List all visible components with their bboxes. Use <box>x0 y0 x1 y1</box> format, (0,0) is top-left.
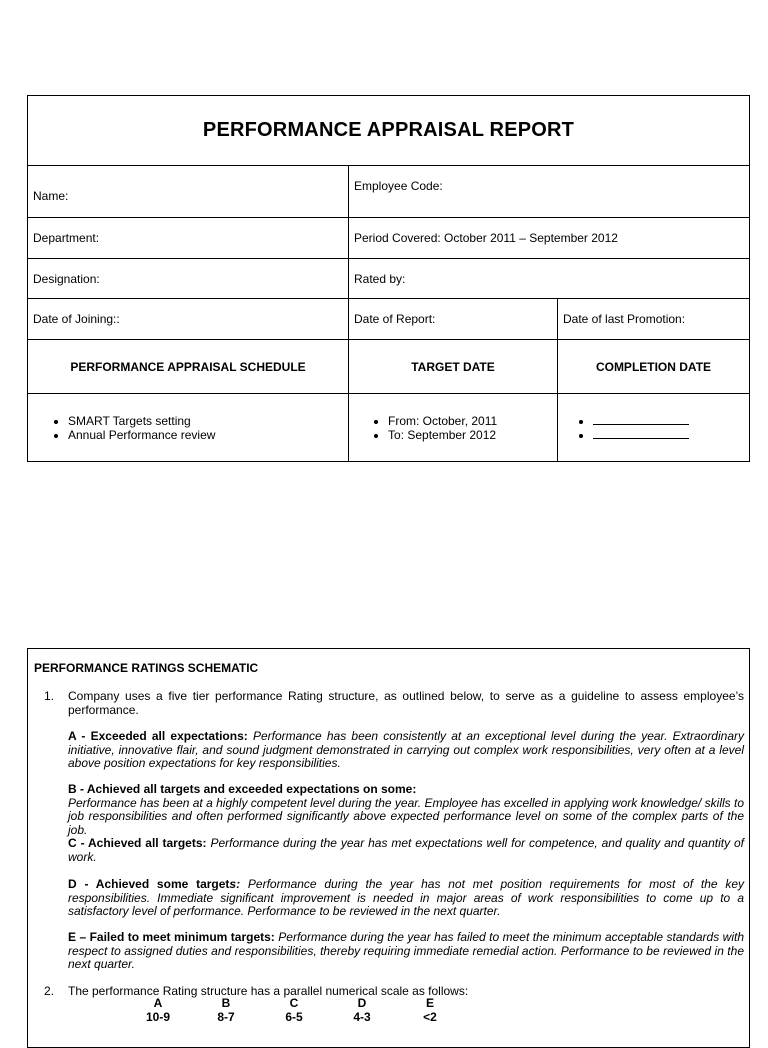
target-items <box>348 394 557 461</box>
item-number: 2. <box>44 984 55 998</box>
designation-field[interactable]: Designation: <box>33 271 100 286</box>
department-row <box>28 217 749 258</box>
rating-c <box>68 837 744 864</box>
schedule-items <box>28 394 348 461</box>
rating-d-label: D - Achieved some target <box>68 877 230 891</box>
dates-row <box>28 298 749 339</box>
schedule-row <box>28 393 749 461</box>
scale-letter: E <box>425 996 434 1010</box>
rating-e-label: E – Failed to meet minimum targets: <box>68 930 275 944</box>
rating-b <box>68 783 744 837</box>
schematic-title: PERFORMANCE RATINGS SCHEMATIC <box>34 661 259 675</box>
rated-by-field[interactable]: Rated by: <box>348 259 749 298</box>
scale-value: 10-9 <box>145 1010 171 1024</box>
rating-e-text: Performance during the year has failed to meet the minimum acceptable standards with respect to assigned duties and responsibilities, thereby requiring immediate remedial action. Performance to be reviewed in the next quarter. <box>68 930 744 971</box>
scale-value: 8-7 <box>217 1010 235 1024</box>
list-item: • SMART Targets setting <box>68 414 215 428</box>
designation-row <box>28 258 749 298</box>
list-item: • Annual Performance review <box>68 428 215 442</box>
page-title: PERFORMANCE APPRAISAL REPORT <box>202 119 575 141</box>
rating-c-label: C - Achieved all targets: <box>68 836 207 850</box>
ratings-schematic <box>27 648 750 1048</box>
rating-a <box>68 730 744 771</box>
rating-d-text: Performance during the year has not met position requirements for most of the key responsibilities. Immediate significant improvement is needed in major areas of work responsibilities to come up to a satisfactory level of performance. Performance to be reviewed in the next quarter. <box>68 877 744 918</box>
list-item: • From: October, 2011 <box>388 414 497 428</box>
scale-letters-row <box>124 997 464 1011</box>
scale-letter: A <box>153 996 163 1010</box>
scale-letter: D <box>357 996 367 1010</box>
department-field[interactable]: Department: <box>33 231 100 245</box>
employee-code-field[interactable]: Employee Code: <box>348 166 749 217</box>
title-row <box>28 96 749 165</box>
period-covered: Period Covered: October 2011 – September 2012 <box>348 218 749 258</box>
target-date-header: TARGET DATE <box>348 340 557 393</box>
item2-text: The performance Rating structure has a parallel numerical scale as follows: <box>68 984 469 998</box>
date-of-joining-field[interactable]: Date of Joining:: <box>33 312 120 326</box>
completion-blank[interactable] <box>593 428 689 442</box>
rating-b-label: B - Achieved all targets and exceeded expectations on some: <box>68 782 417 796</box>
scale-values-row <box>124 1011 464 1025</box>
date-last-promotion-field[interactable]: Date of last Promotion: <box>557 299 749 339</box>
scale-letter: B <box>221 996 231 1010</box>
schedule-header-row <box>28 339 749 393</box>
scale-value: 4-3 <box>353 1010 371 1024</box>
rating-b-text: Performance has been at a highly competent level during the year. Employee has excelled in applying work knowledge/ skills to job responsibilities and often performed significantly above expected performance level on some of the complex parts of the job. <box>68 795 744 837</box>
schedule-header: PERFORMANCE APPRAISAL SCHEDULE <box>70 359 306 374</box>
rating-d-label-s: s: <box>229 877 241 891</box>
scale-value: <2 <box>423 1010 437 1024</box>
appraisal-report-table <box>27 95 750 462</box>
scale-letter: C <box>289 996 299 1010</box>
completion-items <box>557 394 749 461</box>
completion-blank[interactable] <box>593 414 689 428</box>
list-item: • To: September 2012 <box>388 428 497 442</box>
name-field[interactable]: Name: <box>33 189 69 203</box>
rating-a-text: Performance has been consistently at an exceptional level during the year. Extraordinary initiative, innovative flair, and sound judgment demonstrated in carrying out complex work responsibilities, very often at a level above position expectations for key responsibilities. <box>68 729 744 770</box>
completion-date-header: COMPLETION DATE <box>557 340 749 393</box>
rating-c-text: Performance during the year has met expectations well for competence, and quality and quantity of work. <box>68 836 744 864</box>
item-number: 1. <box>44 689 55 703</box>
scale-value: 6-5 <box>285 1010 303 1024</box>
rating-e <box>68 931 744 972</box>
date-of-report-field[interactable]: Date of Report: <box>348 299 557 339</box>
rating-a-label: A - Exceeded all expectations: <box>68 729 248 743</box>
name-row <box>28 165 749 217</box>
item1-text: Company uses a five tier performance Rating structure, as outlined below, to serve as a guideline to assess employee’s performance. <box>68 689 744 717</box>
rating-d <box>68 878 744 919</box>
